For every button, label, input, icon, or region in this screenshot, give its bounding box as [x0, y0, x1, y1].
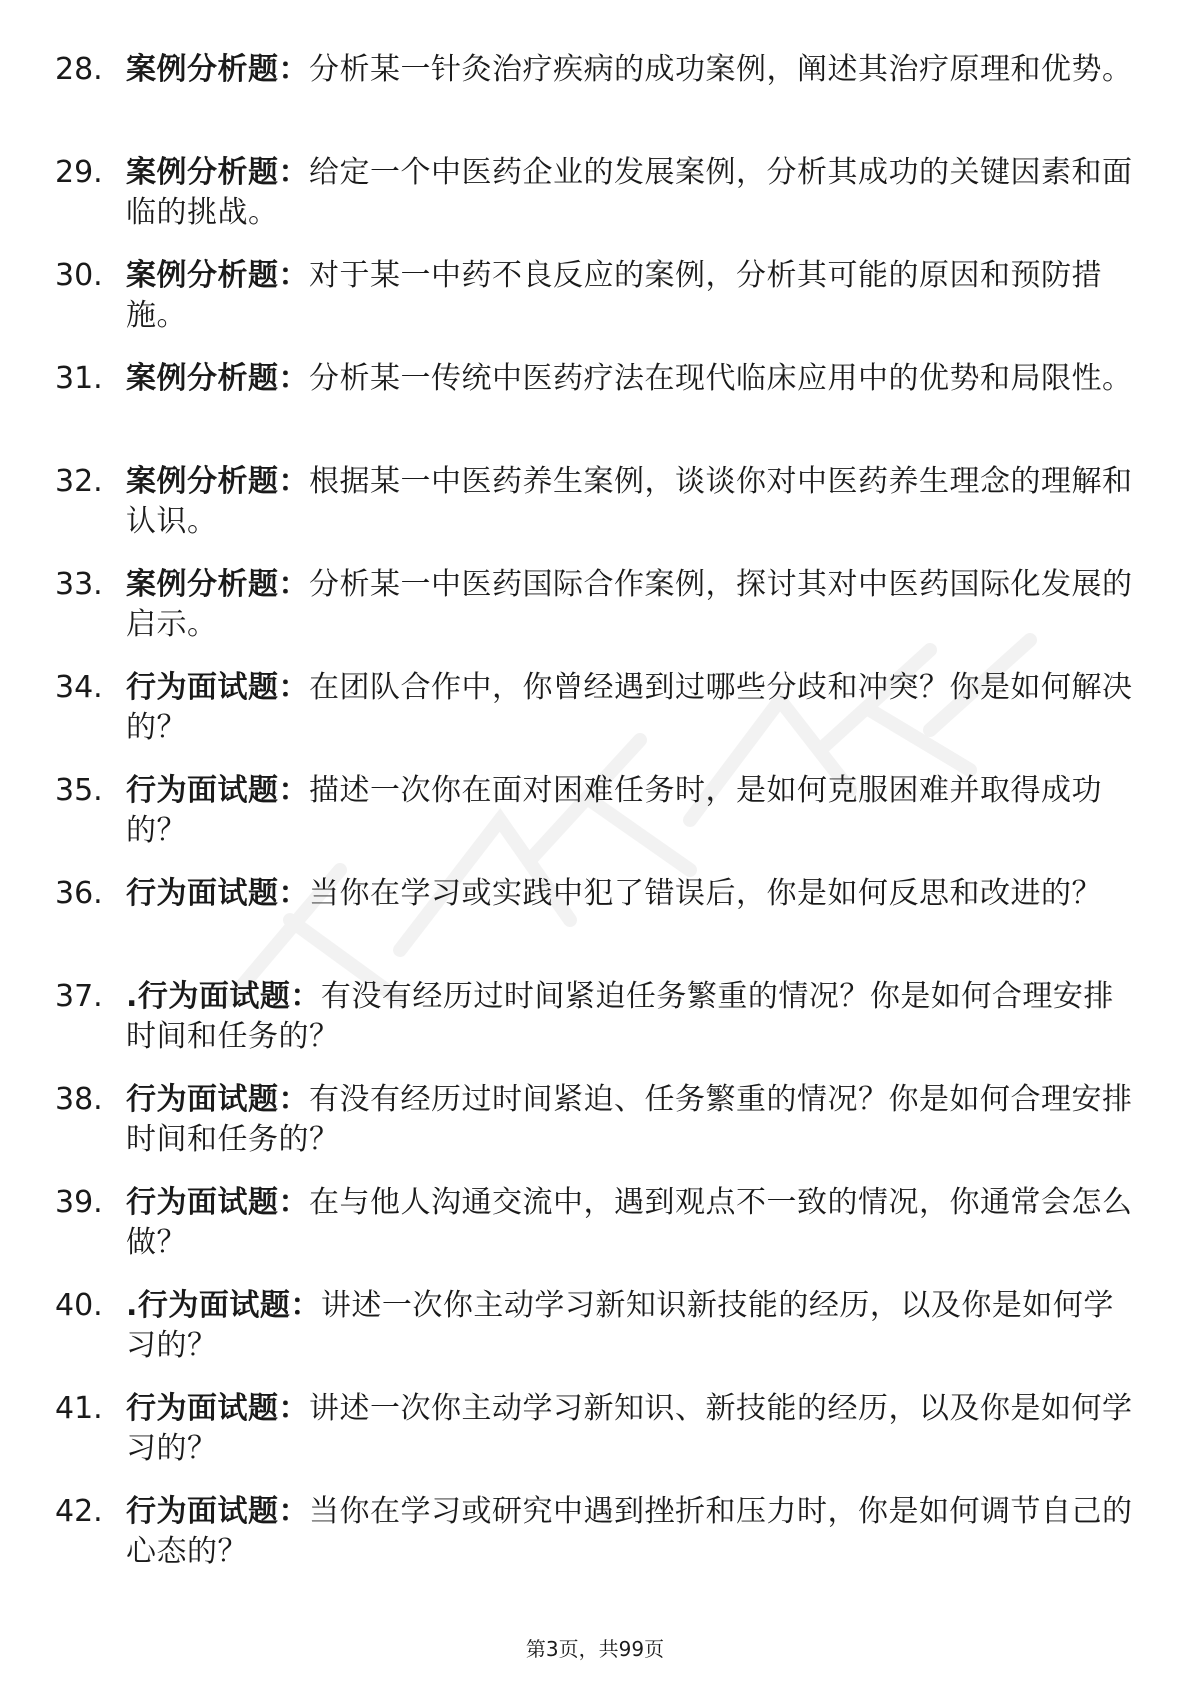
- question-text: [126, 153, 1140, 233]
- question-number: 28.: [55, 52, 103, 87]
- question-item: [55, 874, 1140, 977]
- question-body: 给定一个中医药企业的发展案例，分析其成功的关键因素和面临的挑战。: [126, 155, 1133, 230]
- question-number: 36.: [55, 876, 103, 911]
- question-text: [126, 977, 1140, 1057]
- question-number: 37.: [55, 979, 103, 1014]
- question-text: [126, 1389, 1140, 1469]
- question-body: 有没有经历过时间紧迫任务繁重的情况？你是如何合理安排时间和任务的？: [126, 979, 1114, 1054]
- question-number: 31.: [55, 361, 103, 396]
- question-body: 当你在学习或研究中遇到挫折和压力时，你是如何调节自己的心态的？: [126, 1494, 1133, 1569]
- question-type-label: 案例分析题：: [126, 155, 309, 190]
- question-text: [126, 874, 1140, 914]
- question-body: 当你在学习或实践中犯了错误后，你是如何反思和改进的？: [309, 876, 1102, 911]
- question-number: 42.: [55, 1494, 103, 1529]
- question-type-label: 案例分析题：: [126, 464, 309, 499]
- question-type-label: 行为面试题：: [126, 876, 309, 911]
- question-text: [126, 1080, 1140, 1160]
- question-type-label: .行为面试题：: [126, 1288, 321, 1323]
- page-footer: 第3页，共99页: [525, 1637, 665, 1661]
- question-item: [55, 1389, 1140, 1492]
- question-body: 根据某一中医药养生案例，谈谈你对中医药养生理念的理解和认识。: [126, 464, 1133, 539]
- question-body: 讲述一次你主动学习新知识、新技能的经历，以及你是如何学习的？: [126, 1391, 1133, 1466]
- question-type-label: 案例分析题：: [126, 567, 309, 602]
- question-type-label: 案例分析题：: [126, 361, 309, 396]
- question-body: 在与他人沟通交流中，遇到观点不一致的情况，你通常会怎么做？: [126, 1185, 1133, 1260]
- question-item: [55, 1080, 1140, 1183]
- question-item: [55, 50, 1140, 153]
- question-number: 38.: [55, 1082, 103, 1117]
- question-number: 34.: [55, 670, 103, 705]
- question-body: 有没有经历过时间紧迫、任务繁重的情况？你是如何合理安排时间和任务的？: [126, 1082, 1133, 1157]
- question-text: [126, 50, 1140, 90]
- question-type-label: 案例分析题：: [126, 52, 309, 87]
- question-body: 讲述一次你主动学习新知识新技能的经历，以及你是如何学习的？: [126, 1288, 1114, 1363]
- question-item: [55, 565, 1140, 668]
- question-type-label: 行为面试题：: [126, 1494, 309, 1529]
- question-body: 分析某一传统中医药疗法在现代临床应用中的优势和局限性。: [309, 361, 1133, 396]
- question-item: [55, 977, 1140, 1080]
- question-type-label: .行为面试题：: [126, 979, 321, 1014]
- question-number: 30.: [55, 258, 103, 293]
- question-text: [126, 462, 1140, 542]
- question-text: [126, 359, 1140, 399]
- question-text: [126, 771, 1140, 851]
- question-type-label: 行为面试题：: [126, 670, 309, 705]
- question-text: [126, 668, 1140, 748]
- question-item: [55, 1492, 1140, 1595]
- question-text: [126, 1492, 1140, 1572]
- question-item: [55, 256, 1140, 359]
- question-item: [55, 1286, 1140, 1389]
- question-item: [55, 359, 1140, 462]
- question-body: 分析某一针灸治疗疾病的成功案例，阐述其治疗原理和优势。: [309, 52, 1133, 87]
- question-text: [126, 565, 1140, 645]
- question-body: 在团队合作中，你曾经遇到过哪些分歧和冲突？你是如何解决的？: [126, 670, 1133, 745]
- question-number: 39.: [55, 1185, 103, 1220]
- question-body: 描述一次你在面对困难任务时，是如何克服困难并取得成功的？: [126, 773, 1102, 848]
- question-body: 分析某一中医药国际合作案例，探讨其对中医药国际化发展的启示。: [126, 567, 1133, 642]
- question-body: 对于某一中药不良反应的案例，分析其可能的原因和预防措施。: [126, 258, 1102, 333]
- question-type-label: 行为面试题：: [126, 1185, 309, 1220]
- question-item: [55, 1183, 1140, 1286]
- question-number: 41.: [55, 1391, 103, 1426]
- question-number: 32.: [55, 464, 103, 499]
- question-number: 40.: [55, 1288, 103, 1323]
- question-type-label: 行为面试题：: [126, 1391, 309, 1426]
- question-number: 33.: [55, 567, 103, 602]
- question-item: [55, 668, 1140, 771]
- question-item: [55, 462, 1140, 565]
- question-number: 29.: [55, 155, 103, 190]
- question-text: [126, 1286, 1140, 1366]
- question-list: [55, 50, 1140, 1595]
- question-type-label: 行为面试题：: [126, 1082, 309, 1117]
- question-type-label: 行为面试题：: [126, 773, 309, 808]
- question-item: [55, 153, 1140, 256]
- question-type-label: 案例分析题：: [126, 258, 309, 293]
- question-number: 35.: [55, 773, 103, 808]
- question-item: [55, 771, 1140, 874]
- question-text: [126, 256, 1140, 336]
- question-text: [126, 1183, 1140, 1263]
